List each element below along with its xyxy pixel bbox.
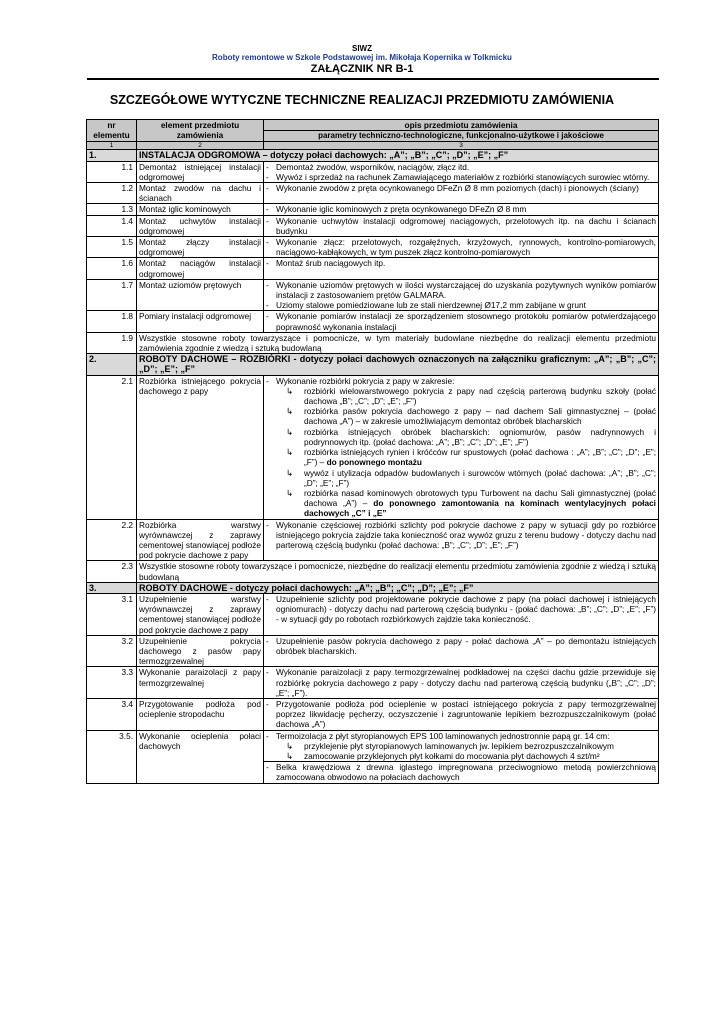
row-number: 1.3 <box>87 204 137 215</box>
col-num: 3 <box>264 142 659 150</box>
sub-item: wywóz i utylizacja odpadów budowlanych i surowców wtórnych (połać dachowa: „A”; „B”; „C”; „D”; „E”; „F”) <box>304 467 656 488</box>
sub-item: rozbiórka istniejących rynien i króćców rur spustowych (połać dachowa : „A”; „B”; „C”; „D”; „E”; „F”) – <box>304 447 656 468</box>
element-description: - Wykonanie złącz: przelotowych, rozgałęźnych, krzyżowych, rynnowych, kontrolno-pomiarowych, naciągowo-kabłąkowych, w tym puszek złącz kontrolno-pomiarowych <box>264 237 659 258</box>
desc-line: Uzupełnienie szlichty pod projektowane pokrycie dachowe z papy (na połaci dachowej i istniejących ogniomurach) - dotyczy dachu nad parterową częścią budynku - (połać dachowa: „B”; „C”; „D”; „E”; „F”) - w sytuacji gdy po robotach rozbiórkowych zajdzie taka konieczność. <box>276 593 656 625</box>
desc-line: Uziomy stalowe pomiedziowane lub ze stali nierdzewnej Ø17,2 mm zabijane w grunt <box>276 300 586 311</box>
col2-head: element przedmiotu zamówienia <box>137 120 264 142</box>
section-title: ROBOTY DACHOWE – ROZBIÓRKI - dotyczy połaci dachowych oznaczonych na załączniku graficznym: „A”; „B”; „C”; „D”; „E”; „F” <box>137 354 659 375</box>
section-number: 2. <box>87 354 137 375</box>
desc-line: Uzupełnienie pasów pokrycia dachowego z papy - połać dachowa „A” – po demontażu istniejących obróbek blacharskich. <box>276 635 656 656</box>
annex-label: ZAŁĄCZNIK NR B-1 <box>310 63 414 75</box>
table-row <box>87 635 659 667</box>
element-description: - Uzupełnienie szlichty pod projektowane pokrycie dachowe z papy (na połaci dachowej i istniejących ogniomurach) - dotyczy dachu nad parterową częścią budynku - (połać dachowa: „B”; „C”; „D”; „E”; „F”) - w sytuacji gdy po robotach rozbiórkowych zajdzie taka konieczność. <box>264 593 659 635</box>
desc-line: Wykonanie częściowej rozbiórki szlichty pod pokrycie dachowe z papy w sytuacji gdy po rozbiórce istniejącego pokrycia zajdzie taka konieczność oraz wywóz gruzu z terenu budowy - dotyczy dachu nad parterową częścią budynku (połać dachowa: „B”; „C”; „D”; „E”; „F”) <box>276 519 656 550</box>
table-row <box>87 279 659 311</box>
table-row <box>87 667 659 699</box>
element-description: - Belka krawędziowa z drewna iglastego impregnowana przeciwogniowo metodą powierzchniową zamocowana obwodowo na połaciach dachowych <box>264 762 659 783</box>
element-description: - Wykonanie uziomów prętowych w ilości wystarczającej do uzyskania pozytywnych wyników pomiarów instalacji z zastosowaniem prętów GALMARA. - Uziomy stalowe pomiedziowane lub ze stali nierdzewnej Ø17,2 mm zabijane w grunt <box>264 279 659 311</box>
desc-line: Montaż śrub naciągowych itp. <box>276 258 386 269</box>
element-description: - Wykonanie rozbiórki pokrycia z papy w zakresie: ↳ rozbiórki wielowarstwowego pokrycia z papy nad częścią parterową budynku szkoły (połać dachowa „B”; „C”; „D”; „E”; „F”) ↳ rozbiórka pasów pokrycia dachowego z papy – nad dachem Sali gimnastycznej – (połać dachowa „A”) – w zakresie umożliwiającym demontaż obróbek blacharskich ↳ rozbiórka istniejących obróbek blacharskich: ogniomurów, pasów nadrynnowych i podrynnowych itp. (połać dachowa: „A”; „B”; „C”; „D”; „E”; „F”) ↳ rozbiórka istniejących rynien i króćców rur spustowych (połać dachowa : „A”; „B”; „C”; „D”; „E”; „F”) – do ponownego montażu ↳ wywóz i utylizacja odpadów budowlanych i surowców wtórnych (połać dachowa: „A”; „B”; „C”; „D”; „E”; „F”) ↳ rozbiórka nasad kominowych obrotowych typu Turbowent na dachu Sali gimnastycznej (połać dachowa „A”) – do ponownego zamontowania na kominach wentylacyjnych połaci dachowych „C” i „E” <box>264 375 659 519</box>
row-number: 3.4 <box>87 698 137 730</box>
sub-item: rozbiórka istniejących obróbek blacharskich: ogniomurów, pasów nadrynnowych i podrynnowych itp. (połać dachowa: „A”; „B”; „C”; „D”; „E”; „F”) <box>304 426 656 447</box>
col-num: 2 <box>137 142 264 150</box>
sub-item: rozbiórki wielowarstwowego pokrycia z papy nad częścią parterową budynku szkoły (połać dachowa „B”; „C”; „D”; „E”; „F”) <box>304 385 656 407</box>
desc-line: Wykonanie rozbiórki pokrycia z papy w zakresie: <box>276 375 455 386</box>
sub-item: rozbiórka pasów pokrycia dachowego z papy – nad dachem Sali gimnastycznej – (połać dachowa „A”) – w zakresie umożliwiającym demontaż obróbek blacharskich <box>304 406 656 427</box>
element-description: - Przygotowanie podłoża pod ocieplenie w postaci istniejącego pokrycia z papy termozgrzewalnej poprzez likwidację pęcherzy, oczyszczenie i zagruntowanie lepikiem bezrozpuszczalnikowym (połać dachowa „A”) <box>264 698 659 730</box>
sub-item: zamocowanie przyklejonych płyt kołkami do mocowania płyt dachowych 4 szt/m² <box>304 750 600 761</box>
arrow-icon: ↳ <box>286 750 293 761</box>
section-title: INSTALACJA ODGROMOWA – dotyczy połaci dachowych: „A”; „B”; „C”; „D”; „E”; „F” <box>137 150 659 161</box>
element-name: Pomiary instalacji odgromowej <box>137 311 264 332</box>
spec-table <box>86 119 659 784</box>
col3-subhead: parametry techniczno-technologiczne, funkcjonalno-użytkowe i jakościowe <box>264 131 659 142</box>
element-name: Rozbiórka warstwy wyrównawczej z zaprawy cementowej stanowiącej podłoże pod pokrycie dachowe z papy <box>137 519 264 561</box>
section-row <box>87 582 659 593</box>
row-number: 1.2 <box>87 183 137 204</box>
document-title: SZCZEGÓŁOWE WYTYCZNE TECHNICZNE REALIZACJI PRZEDMIOTU ZAMÓWIENIA <box>109 93 615 107</box>
element-name: Rozbiórka istniejącego pokrycia dachowego z papy <box>137 375 264 519</box>
table-row <box>87 183 659 204</box>
element-name: Montaż naciągów instalacji odgromowej <box>137 258 264 279</box>
table-row <box>87 698 659 730</box>
element-description: - Termoizolacja z płyt styropianowych EPS 100 laminowanych jednostronnie papą gr. 14 cm: ↳ przyklejenie płyt styropianowych laminowanych jw. lepikiem bezrozpuszczalnikowym ↳ zamocowanie przyklejonych płyt kołkami do mocowania płyt dachowych 4 szt/m² <box>264 730 659 762</box>
desc-line: Wykonanie uziomów prętowych w ilości wystarczającej do uzyskania pozytywnych wyników pomiarów instalacji z zastosowaniem prętów GALMARA. <box>276 279 656 301</box>
table-row <box>87 237 659 258</box>
row-number: 2.1 <box>87 375 137 519</box>
desc-line: Wykonanie złącz: przelotowych, rozgałęźnych, krzyżowych, rynnowych, kontrolno-pomiarowych, naciągowo-kabłąkowych, w tym puszek złącz kontrolno-pomiarowych <box>276 237 656 258</box>
table-row <box>87 204 659 215</box>
element-description: - Wykonanie zwodów z pręta ocynkowanego DFeZn Ø 8 mm poziomych (dach) i pionowych (ściany) <box>264 183 659 204</box>
table-header-row <box>87 120 659 131</box>
col3-head: opis przedmiotu zamówienia <box>264 120 659 131</box>
element-name: Montaż zwodów na dachu i ścianach <box>137 183 264 204</box>
desc-line: Belka krawędziowa z drewna iglastego impregnowana przeciwogniowo metodą powierzchniową zamocowana obwodowo na połaciach dachowych <box>276 762 656 783</box>
element-description: - Wykonanie uchwytów instalacji odgromowej naciągowych, przelotowych itp. na dachu i ścianach budynku <box>264 215 659 236</box>
element-name: Demontaż istniejącej instalacji odgromowej <box>137 161 264 182</box>
table-row <box>87 332 659 353</box>
desc-line: Wykonanie zwodów z pręta ocynkowanego DFeZn Ø 8 mm poziomych (dach) i pionowych (ściany) <box>276 183 639 194</box>
element-name: Uzupełnienie warstwy wyrównawczej z zaprawy cementowej stanowiącej podłoże pod pokrycie dachowe z papy <box>137 593 264 635</box>
row-number: 3.1 <box>87 593 137 635</box>
element-name: Montaż uchwytów instalacji odgromowej <box>137 215 264 236</box>
table-row <box>87 593 659 635</box>
col-num: 1 <box>87 142 137 150</box>
row-number: 3.2 <box>87 635 137 667</box>
row-number: 1.7 <box>87 279 137 311</box>
row-number: 2.2 <box>87 519 137 561</box>
element-name: Uzupełnienie pokrycia dachowego z pasów papy termozgrzewalnej <box>137 635 264 667</box>
row-number: 3.3 <box>87 667 137 699</box>
element-name: Montaż uziomów prętowych <box>137 279 264 311</box>
desc-line: Wykonanie paraizolacji z papy termozgrzewalnej podkładowej na części dachu gdzie przewiduje się rozbiórkę pokrycia dachowego z papy - dotyczy dachu nad parterową częścią budynku („B”; „C”; „D”; „E”; „F”). <box>276 667 656 698</box>
element-description: - Wykonanie iglic kominowych z pręta ocynkowanego DFeZn Ø 8 mm <box>264 204 659 215</box>
column-numbers-row <box>87 142 659 150</box>
row-number: 1.8 <box>87 311 137 332</box>
row-number: 2.3 <box>87 561 137 582</box>
sub-item: przyklejenie płyt styropianowych laminowanych jw. lepikiem bezrozpuszczalnikowym <box>304 740 614 751</box>
col1-head: nr elementu <box>87 120 137 142</box>
element-description: - Demontaż zwodów, wsporników, naciągów, złącz itd. - Wywóz i sprzedaż na rachunek Zamawiającego materiałów z rozbiórki stanowiących surowiec wtórny. <box>264 161 659 182</box>
arrow-icon: ↳ <box>286 487 293 498</box>
element-description: - Uzupełnienie pasów pokrycia dachowego z papy - połać dachowa „A” – po demontażu istniejących obróbek blacharskich. <box>264 635 659 667</box>
arrow-icon: ↳ <box>286 740 293 751</box>
row-number: 1.1 <box>87 161 137 182</box>
desc-line: Przygotowanie podłoża pod ocieplenie w postaci istniejącego pokrycia z papy termozgrzewalnej poprzez likwidację pęcherzy, oczyszczenie i zagruntowanie lepikiem bezrozpuszczalnikowym (połać dachowa „A”) <box>276 698 656 730</box>
row-number: 3.5. <box>87 730 137 783</box>
table-row <box>87 730 659 762</box>
table-row <box>87 375 659 519</box>
section-number: 1. <box>87 150 137 161</box>
siwz-label: SIWZ <box>352 44 372 53</box>
table-row <box>87 215 659 236</box>
section-number: 3. <box>87 582 137 593</box>
element-description: - Wykonanie paraizolacji z papy termozgrzewalnej podkładowej na części dachu gdzie przewiduje się rozbiórkę pokrycia dachowego z papy - dotyczy dachu nad parterową częścią budynku („B”; „C”; „D”; „E”; „F”). <box>264 667 659 699</box>
row-number: 1.5 <box>87 237 137 258</box>
project-name: Roboty remontowe w Szkole Podstawowej im. Mikołaja Kopernika w Tolkmicku <box>212 53 512 62</box>
row-number: 1.6 <box>87 258 137 279</box>
section-note: Wszystkie stosowne roboty towarzyszące i pomocnicze, w tym materiały budowlane niezbędne do realizacji elementu przedmiotu zamówienia zgodnie z wiedzą i sztuką budowlaną <box>137 332 659 353</box>
arrow-icon: ↳ <box>286 467 293 478</box>
element-description: - Montaż śrub naciągowych itp. <box>264 258 659 279</box>
element-name: Przygotowanie podłoża pod ocieplenie stropodachu <box>137 698 264 730</box>
desc-line: Wykonanie iglic kominowych z pręta ocynkowanego DFeZn Ø 8 mm <box>276 204 527 215</box>
element-name: Montaż złączy instalacji odgromowej <box>137 237 264 258</box>
sub-item-bold: do ponownego zamontowania na kominach wentylacyjnych połaci dachowych „C” i „E” <box>304 498 656 519</box>
element-name: Wykonanie paraizolacji z papy termozgrzewalnej <box>137 667 264 699</box>
table-row <box>87 561 659 582</box>
header-rule <box>87 78 659 80</box>
row-number: 1.9 <box>87 332 137 353</box>
desc-line: Wykonanie pomiarów instalacji ze sporządzeniem stosownego protokołu pomiarów potwierdzającego poprawność wykonania instalacji <box>276 311 656 332</box>
arrow-icon: ↳ <box>286 406 293 417</box>
element-name: Montaż iglic kominowych <box>137 204 264 215</box>
section-note: Wszystkie stosowne roboty towarzyszące i pomocnicze, niezbędne do realizacji elementu przedmiotu zamówienia zgodnie z wiedzą i sztuką budowlaną <box>137 561 659 582</box>
sub-item: rozbiórka nasad kominowych obrotowych typu Turbowent na dachu Sali gimnastycznej (połać dachowa „A”) – <box>304 487 656 509</box>
table-row <box>87 161 659 182</box>
desc-line: Termoizolacja z płyt styropianowych EPS 100 laminowanych jednostronnie papą gr. 14 cm: <box>276 730 610 741</box>
table-row <box>87 258 659 279</box>
desc-line: Wywóz i sprzedaż na rachunek Zamawiającego materiałów z rozbiórki stanowiących surowiec wtórny. <box>276 171 650 182</box>
arrow-icon: ↳ <box>286 447 293 458</box>
table-row <box>87 519 659 561</box>
arrow-icon: ↳ <box>286 385 293 396</box>
arrow-icon: ↳ <box>286 426 293 437</box>
section-title: ROBOTY DACHOWE - dotyczy połaci dachowych: „A”; „B”; „C”; „D”; „E”; „F” <box>137 582 659 593</box>
section-row <box>87 150 659 161</box>
row-number: 1.4 <box>87 215 137 236</box>
section-row <box>87 354 659 375</box>
desc-line: Wykonanie uchwytów instalacji odgromowej naciągowych, przelotowych itp. na dachu i ścianach budynku <box>276 215 656 236</box>
element-description: - Wykonanie pomiarów instalacji ze sporządzeniem stosownego protokołu pomiarów potwierdzającego poprawność wykonania instalacji <box>264 311 659 332</box>
desc-line: Demontaż zwodów, wsporników, naciągów, złącz itd. <box>276 161 470 172</box>
sub-item-bold: do ponownego montażu <box>326 457 422 468</box>
element-description: - Wykonanie częściowej rozbiórki szlichty pod pokrycie dachowe z papy w sytuacji gdy po rozbiórce istniejącego pokrycia zajdzie taka konieczność oraz wywóz gruzu z terenu budowy - dotyczy dachu nad parterową częścią budynku (połać dachowa: „B”; „C”; „D”; „E”; „F”) <box>264 519 659 561</box>
element-name: Wykonanie ocieplenia połaci dachowych <box>137 730 264 783</box>
table-row <box>87 311 659 332</box>
